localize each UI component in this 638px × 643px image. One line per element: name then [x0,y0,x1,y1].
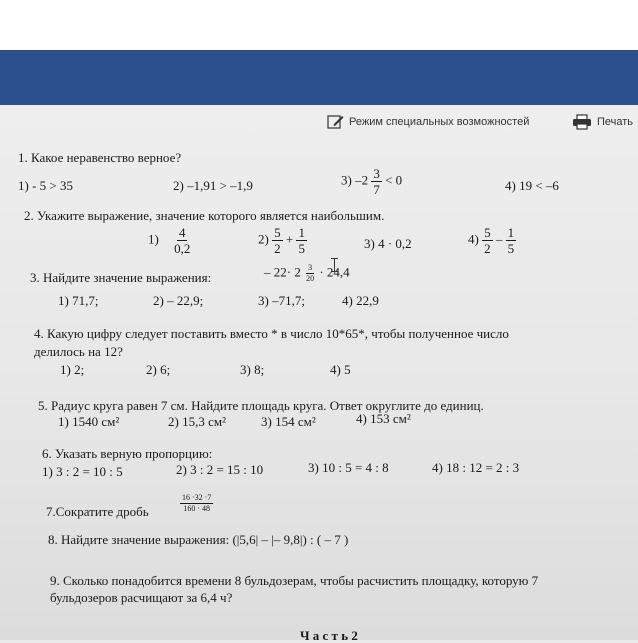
header-banner [0,50,638,105]
q1-option-3-suffix: < 0 [385,172,403,188]
q5-option-4: 4) 153 см² [356,411,411,426]
q2-option-1-fraction [172,226,192,255]
fraction-denominator: 160 · 48 [183,504,210,513]
accessibility-mode-label: Режим специальных возможностей [349,115,530,128]
q3-option-3: 3) –71,7; [258,293,305,308]
q2-option-2 [258,226,307,255]
q4-option-4: 4) 5 [330,362,351,377]
q2-option-4 [468,226,516,255]
fraction-denominator: 7 [373,182,380,197]
fraction-denominator: 20 [306,274,315,283]
fraction-numerator: 3 [308,263,313,272]
top-bar [0,0,638,50]
question-9-line-1: 9. Сколько понадобится времени 8 бульдозерам, чтобы расчистить площадку, которую 7 [50,573,539,588]
question-7-text: 7.Сократите дробь [46,504,149,519]
q1-option-3-fraction [371,167,382,196]
q6-option-1: 1) 3 : 2 = 10 : 5 [42,464,123,479]
q6-option-4: 4) 18 : 12 = 2 : 3 [432,460,520,475]
question-8-text: 8. Найдите значение выражения: (|5,6| – |– 9,8|) : ( – 7 ) [48,532,349,547]
q5-option-3: 3) 154 см² [261,414,316,429]
question-4-line-2: делилось на 12? [34,344,123,359]
q1-option-4: 4) 19 < –6 [505,178,559,193]
q4-option-1: 1) 2; [60,362,85,377]
fraction-numerator: 5 [274,225,281,240]
fraction-denominator: 0,2 [174,241,191,256]
q1-option-1: 1) - 5 > 35 [18,178,73,193]
fraction-numerator: 16 ·32 ·7 [182,493,212,502]
printer-icon [572,114,592,130]
text-cursor-icon [334,258,341,272]
question-5-text: 5. Радиус круга равен 7 см. Найдите площадь круга. Ответ округлите до единиц. [38,398,484,413]
q2-option-4-fraction-a [482,226,493,255]
q4-option-2: 2) 6; [146,362,171,377]
question-2-text: 2. Укажите выражение, значение которого является наибольшим. [24,208,385,223]
question-4-line-1: 4. Какую цифру следует поставить вместо * в число 10*65*, чтобы полученное число [34,326,509,341]
question-3-text: 3. Найдите значение выражения: [30,270,212,285]
fraction-denominator: 2 [274,241,281,256]
q2-option-1 [148,226,192,255]
option-number: 4) [468,231,479,247]
q1-option-3-prefix: 3) –2 [341,172,369,188]
q2-option-2-fraction-b [296,226,307,255]
fraction-numerator: 1 [298,225,305,240]
fraction-numerator: 3 [373,166,380,181]
fraction-denominator: 5 [507,241,515,256]
q1-option-3 [341,167,402,196]
question-9-line-2: бульдозеров расчищают за 6,4 ч? [50,590,233,605]
fraction-numerator: 4 [178,225,186,240]
q2-option-2-fraction-a [272,226,283,255]
q5-option-1: 1) 1540 см² [58,414,120,429]
option-number: 2) [258,231,269,247]
operator: – [495,231,503,247]
q7-fraction-display [180,494,213,513]
operator: + [285,231,294,247]
q4-option-3: 3) 8; [240,362,265,377]
expression-suffix: · 24,4 [319,264,350,280]
print-button[interactable] [572,114,633,130]
question-6-text: 6. Указать верную пропорцию: [42,446,213,461]
q3-option-4: 4) 22,9 [342,293,379,308]
question-1-text: 1. Какое неравенство верное? [18,150,182,165]
q1-option-2: 2) –1,91 > –1,9 [173,178,253,193]
q3-expression-fraction [304,264,316,283]
option-number: 1) [148,231,159,247]
q7-fraction [180,494,213,513]
fraction-denominator: 5 [298,241,305,256]
q3-option-1: 1) 71,7; [58,293,99,308]
q3-option-2: 2) – 22,9; [153,293,204,308]
q2-option-3: 3) 4 · 0,2 [364,236,412,251]
q2-option-4-fraction-b [506,226,517,255]
q6-option-3: 3) 10 : 5 = 4 : 8 [308,460,389,475]
q5-option-2: 2) 15,3 см² [168,414,226,429]
accessibility-mode-button[interactable] [327,114,529,129]
accessibility-edit-icon [327,114,344,129]
q6-option-2: 2) 3 : 2 = 15 : 10 [176,462,264,477]
fraction-denominator: 2 [484,241,491,256]
print-label: Печать [597,116,634,128]
section-heading-partial: Ч а с т ь 2 [300,628,358,643]
fraction-numerator: 5 [484,225,491,240]
fraction-numerator: 1 [507,225,515,240]
expression-prefix: – 22· 2 [264,264,301,280]
